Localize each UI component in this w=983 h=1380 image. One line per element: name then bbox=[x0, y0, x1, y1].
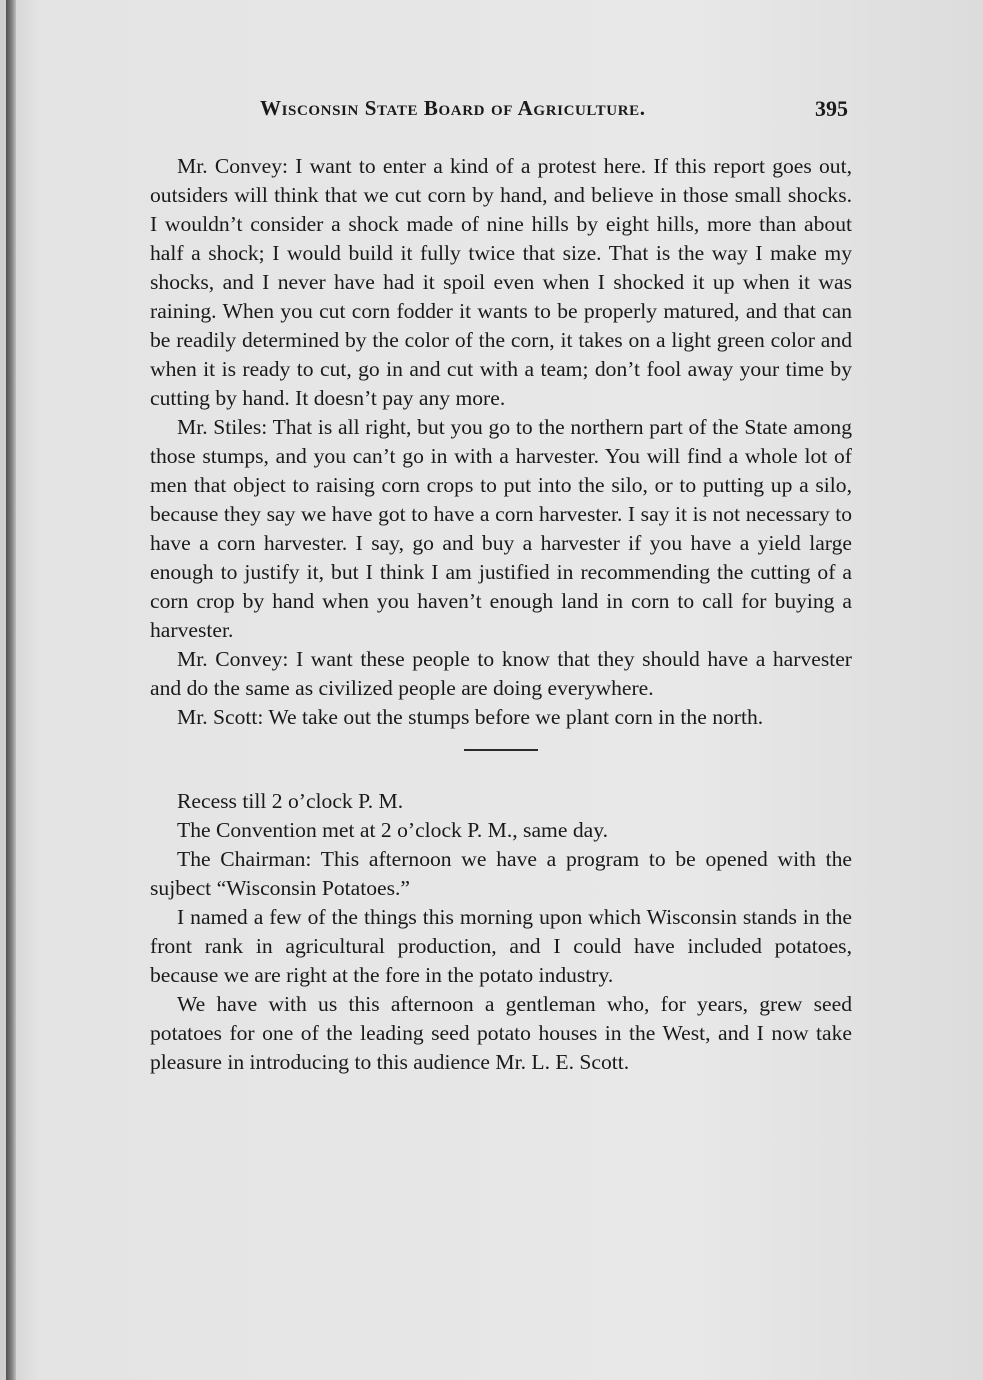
body-text bbox=[150, 152, 852, 1077]
paragraph-convey-protest: Mr. Convey: I want to enter a kind of a protest here. If this report goes out, outsiders will think that we cut corn by hand, and believe in those small shocks. I wouldn’t consider a shock made of nine hills by eight hills, more than about half a shock; I would build it fully twice that size. That is the way I make my shocks, and I never have had it spoil even when I shocked it up when it was raining. When you cut corn fodder it wants to be properly matured, and that can be readily determined by the color of the corn, it takes on a light green color and when it is ready to cut, go in and cut with a team; don’t fool away your time by cutting by hand. It doesn’t pay any more. bbox=[150, 154, 852, 410]
page-number: 395 bbox=[815, 96, 848, 121]
paragraph-recess: Recess till 2 o’clock P. M. bbox=[177, 789, 404, 813]
paragraph-introduce-scott: We have with us this afternoon a gentleman who, for years, grew seed potatoes for one of the leading seed potato houses in the West, and I now take pleasure in introducing to this audience Mr. L. E. Scott. bbox=[150, 992, 852, 1074]
paragraph-scott-stumps: Mr. Scott: We take out the stumps before we plant corn in the north. bbox=[177, 705, 764, 729]
paragraph-convention-met: The Convention met at 2 o’clock P. M., same day. bbox=[177, 818, 608, 842]
paragraph-wisconsin-rank: I named a few of the things this morning upon which Wisconsin stands in the front rank in agricultural production, and I could have included potatoes, because we are right at the fore in the potato industry. bbox=[150, 905, 852, 987]
section-divider bbox=[464, 749, 538, 751]
paragraph-chairman-program: The Chairman: This afternoon we have a program to be opened with the sujbect “Wisconsin Potatoes.” bbox=[150, 847, 852, 900]
running-title: Wisconsin State Board of Agriculture. bbox=[260, 96, 646, 120]
paragraph-convey-harvester: Mr. Convey: I want these people to know that they should have a harvester and do the same as civilized people are doing everywhere. bbox=[150, 647, 852, 700]
page-header bbox=[150, 96, 850, 130]
paragraph-stiles-reply: Mr. Stiles: That is all right, but you go to the northern part of the State among those stumps, and you can’t go in with a harvester. You will find a whole lot of men that object to raising corn crops to put into the silo, or to putting up a silo, because they say we have got to have a corn harvester. I say it is not necessary to have a corn harvester. I say, go and buy a harvester if you have a yield large enough to justify it, but I think I am justified in recommending the cutting of a corn crop by hand when you haven’t enough land in corn to call for buying a harvester. bbox=[150, 415, 852, 642]
page-binding-edge bbox=[6, 0, 16, 1380]
